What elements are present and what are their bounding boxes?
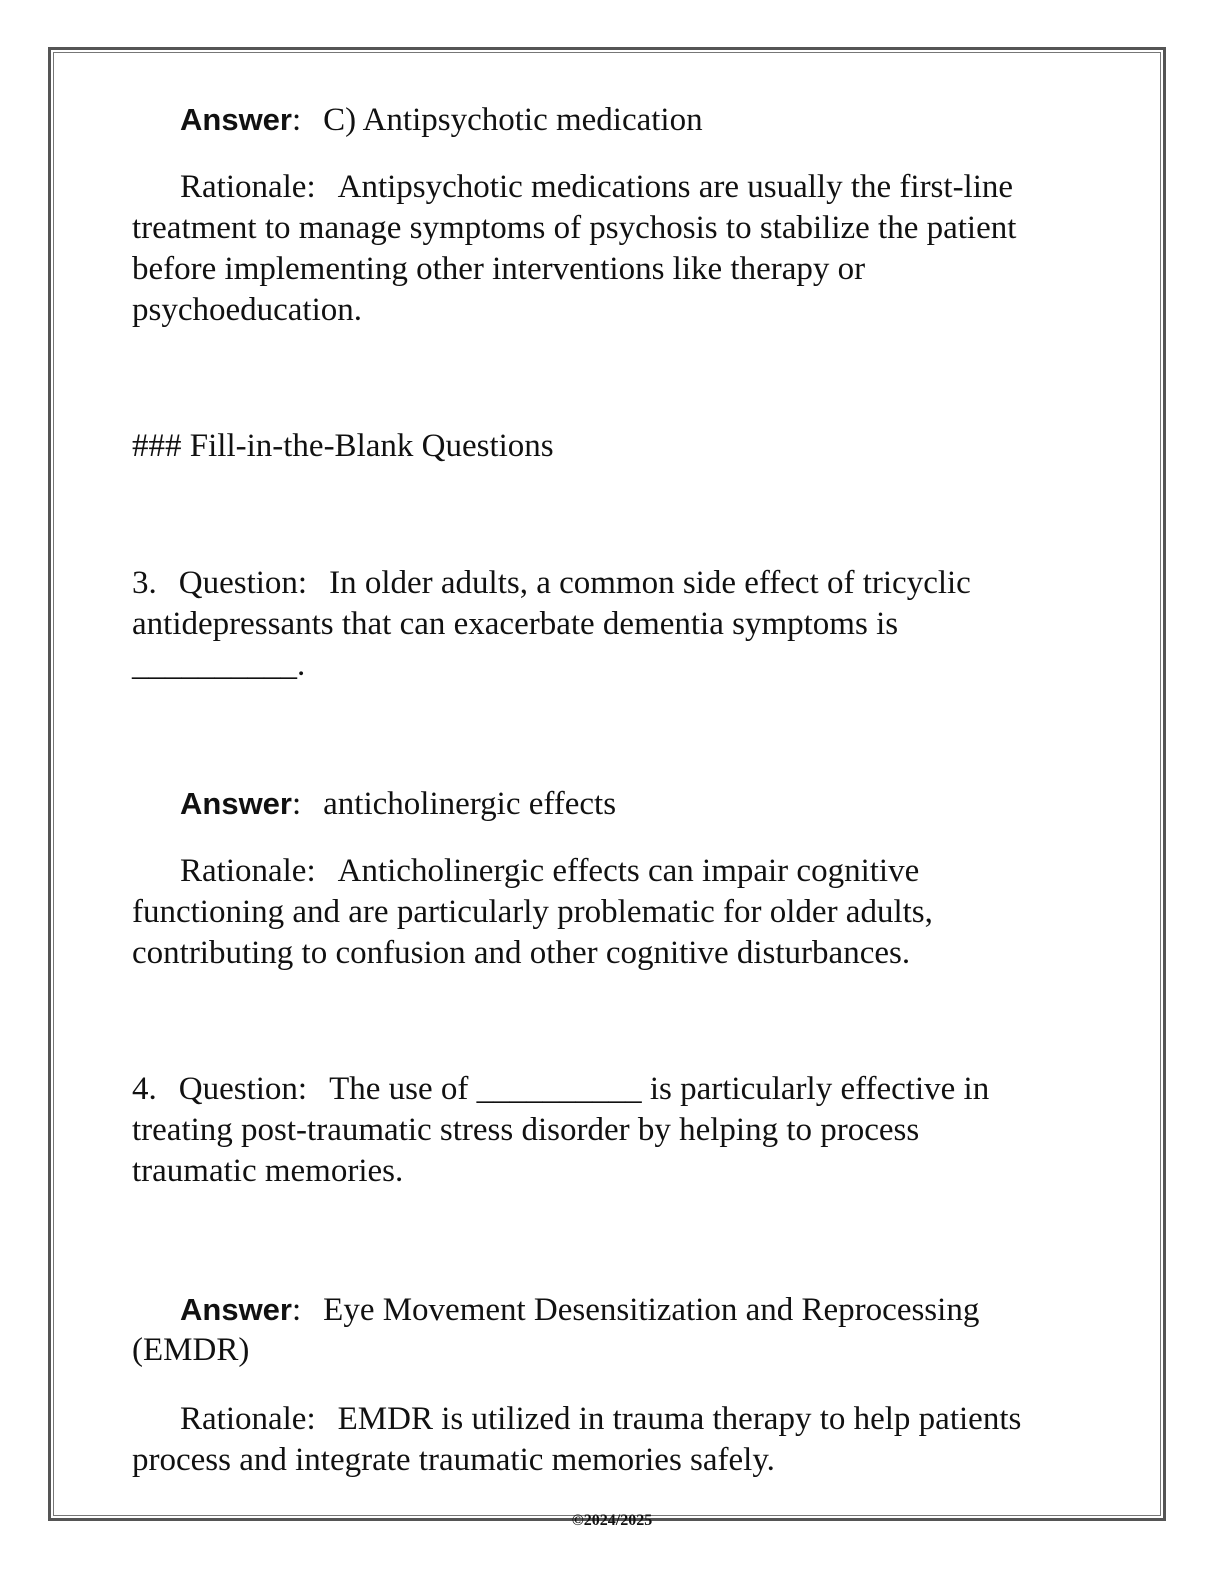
question-4-line-1: [132, 1069, 989, 1110]
rationale-3-line-2: functioning and are particularly problematic for older adults,: [132, 894, 933, 930]
rationale-label: Rationale:: [180, 1401, 316, 1437]
question-label: Question:: [178, 565, 308, 601]
answer-text: Eye Movement Desensitization and Reprocessing: [323, 1292, 980, 1328]
rationale-text: EMDR is utilized in trauma therapy to help patients: [337, 1401, 1022, 1437]
answer-label: Answer: [180, 1292, 292, 1327]
question-label: Question:: [178, 1071, 308, 1107]
rationale-label: Rationale:: [180, 853, 316, 889]
rationale-4-line-2: process and integrate traumatic memories safely.: [132, 1442, 775, 1478]
answer-text: C) Antipsychotic medication: [323, 102, 703, 138]
rationale-2-line-3: before implementing other interventions like therapy or: [132, 251, 866, 287]
question-text: In older adults, a common side effect of tricyclic: [329, 565, 971, 601]
answer-label: Answer: [180, 786, 292, 821]
question-3-line-2: antidepressants that can exacerbate dementia symptoms is: [132, 606, 899, 642]
answer-label: Answer: [180, 102, 292, 137]
answer-colon: :: [291, 786, 302, 822]
answer-2: [180, 99, 703, 141]
question-3-line-3: __________.: [132, 647, 306, 683]
question-4-line-3: traumatic memories.: [132, 1153, 404, 1189]
rationale-text: Antipsychotic medications are usually the first-line: [337, 169, 1014, 205]
rationale-text: Anticholinergic effects can impair cognitive: [337, 853, 920, 889]
answer-colon: :: [291, 1292, 302, 1328]
question-3-line-1: [132, 563, 971, 604]
question-number: 4.: [132, 1071, 157, 1107]
section-heading: ### Fill-in-the-Blank Questions: [132, 428, 554, 464]
rationale-3-line-1: [180, 851, 919, 892]
answer-colon: :: [291, 102, 302, 138]
rationale-4-line-1: [180, 1399, 1021, 1440]
rationale-2-line-1: [180, 167, 1013, 208]
answer-text: anticholinergic effects: [323, 786, 617, 822]
answer-4-line-1: [180, 1289, 979, 1331]
rationale-label: Rationale:: [180, 169, 316, 205]
rationale-2-line-2: treatment to manage symptoms of psychosis to stabilize the patient: [132, 210, 1017, 246]
answer-3: [180, 783, 616, 825]
question-text: The use of __________ is particularly effective in: [329, 1071, 990, 1107]
answer-4-line-2: (EMDR): [132, 1332, 250, 1368]
copyright-footer: ©2024/2025: [571, 1512, 653, 1529]
rationale-2-line-4: psychoeducation.: [132, 292, 363, 328]
question-4-line-2: treating post-traumatic stress disorder by helping to process: [132, 1112, 920, 1148]
question-number: 3.: [132, 565, 157, 601]
rationale-3-line-3: contributing to confusion and other cognitive disturbances.: [132, 935, 911, 971]
